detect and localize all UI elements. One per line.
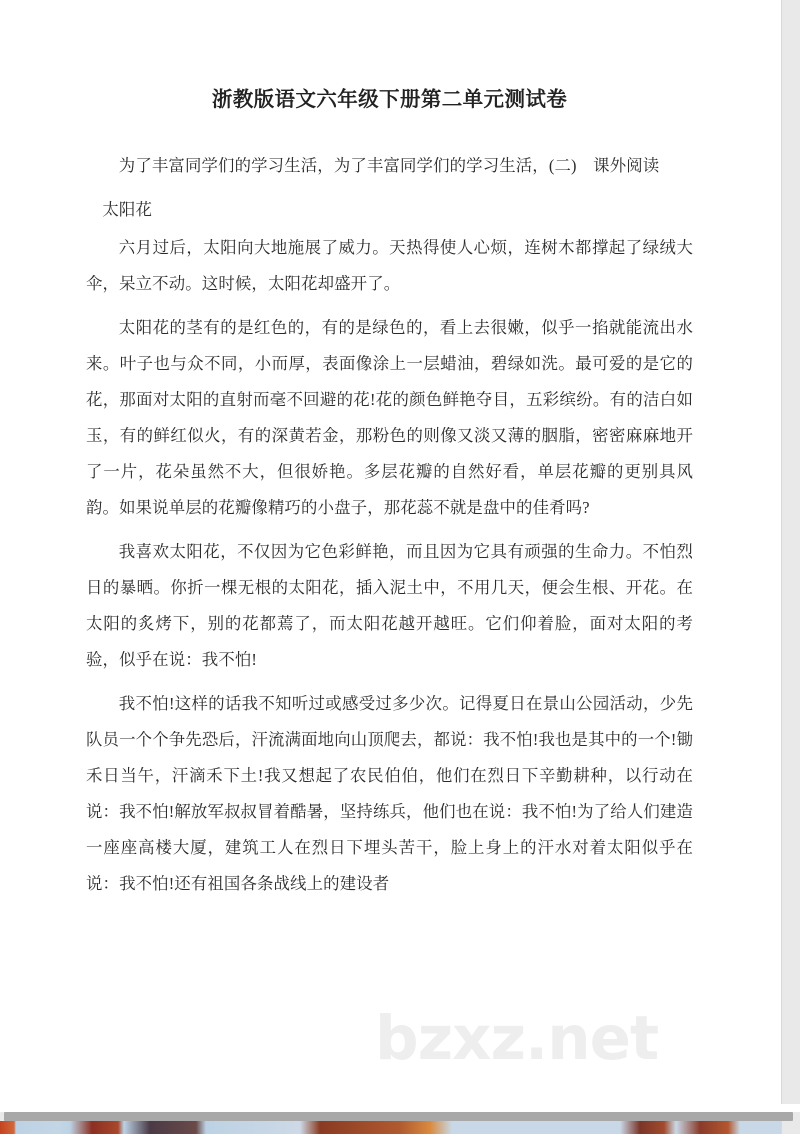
paragraph-2: 太阳花的茎有的是红色的，有的是绿色的，看上去很嫩，似乎一掐就能流出水来。叶子也与众不同，小而厚，表面像涂上一层蜡油，碧绿如洗。最可爱的是它的花，那面对太阳的直射而毫不回避的花!花的颜色鲜艳夺目，五彩缤纷。有的洁白如玉，有的鲜红似火，有的深黄若金，那粉色的则像又淡又薄的胭脂，密密麻麻地开了一片，花朵虽然不大，但很娇艳。多层花瓣的自然好看，单层花瓣的更别具风韵。如果说单层的花瓣像精巧的小盘子，那花蕊不就是盘中的佳肴吗? — [86, 317, 693, 517]
page-title: 浙教版语文六年级下册第二单元测试卷 — [211, 87, 568, 111]
page-gap — [0, 1104, 800, 1112]
next-page-preview[interactable] — [0, 1121, 782, 1134]
paragraph-1: 六月过后，太阳向大地施展了威力。天热得使人心烦，连树木都撑起了绿绒大伞，呆立不动。这时候，太阳花却盛开了。 — [86, 237, 693, 293]
paragraph-intro: 为了丰富同学们的学习生活，为了丰富同学们的学习生活，(二) 课外阅读 — [118, 155, 660, 175]
paragraph-section-heading: 太阳花 — [102, 199, 153, 219]
paragraph-3: 我喜欢太阳花，不仅因为它色彩鲜艳，而且因为它具有顽强的生命力。不怕烈日的暴晒。你折一棵无根的太阳花，插入泥土中，不用几天，便会生根、开花。在太阳的炙烤下，别的花都蔫了，而太阳花越开越旺。它们仰着脸，面对太阳的考验，似乎在说：我不怕! — [86, 541, 693, 669]
paragraph-4: 我不怕!这样的话我不知听过或感受过多少次。记得夏日在景山公园活动，少先队员一个个争先恐后，汗流满面地向山顶爬去，都说：我不怕!我也是其中的一个!锄禾日当午，汗滴禾下土!我又想起了农民伯伯，他们在烈日下辛勤耕种，以行动在说：我不怕!解放军叔叔冒着酷暑，坚持练兵，他们也在说：我不怕!为了给人们建造一座座高楼大厦，建筑工人在烈日下埋头苦干，脸上身上的汗水对着太阳似乎在说：我不怕!还有祖国各条战线上的建设者 — [86, 693, 693, 893]
page-separator-bar — [4, 1112, 793, 1121]
document-body — [86, 148, 693, 902]
site-watermark: bzxz.net — [375, 1003, 659, 1074]
